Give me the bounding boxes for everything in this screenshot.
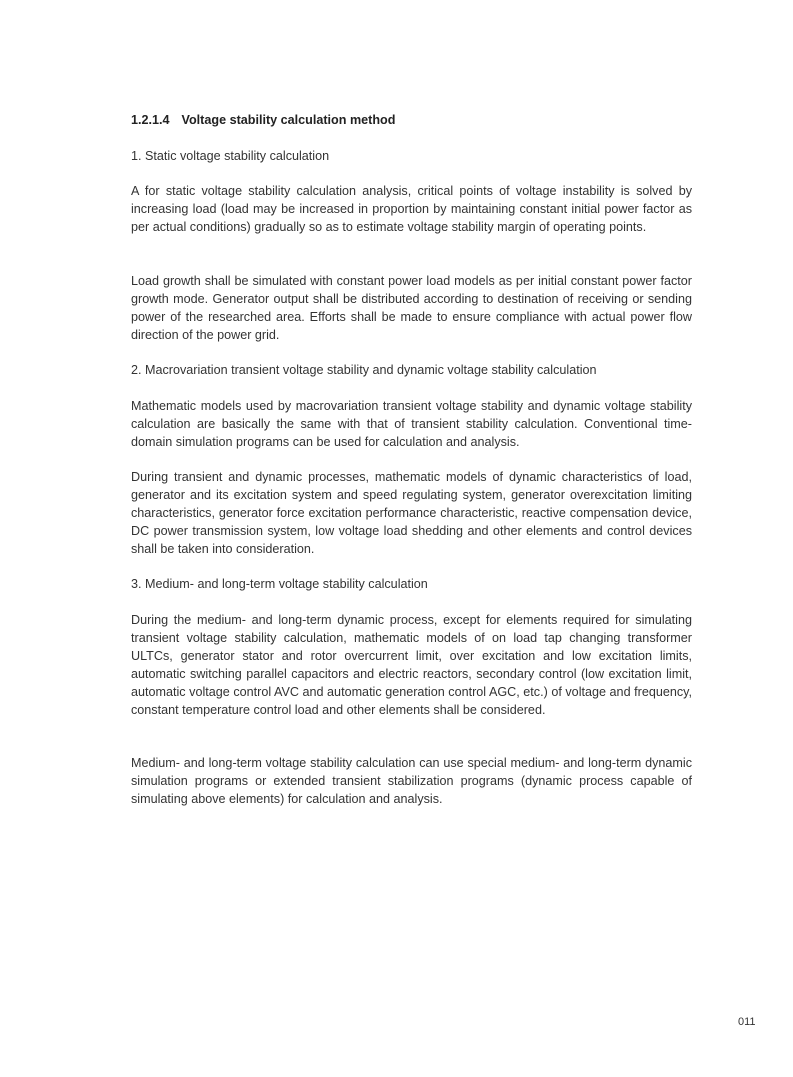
paragraph: A for static voltage stability calculation analysis, critical points of voltage instability is solved by increasing load (load may be increased in proportion by maintaining constant initial power factor as per actual conditions) gradually so as to estimate voltage stability margin of operating points.	[131, 184, 692, 234]
subsection-heading: 2. Macrovariation transient voltage stability and dynamic voltage stability calculation	[131, 363, 597, 377]
subsection-heading: 3. Medium- and long-term voltage stability calculation	[131, 577, 428, 591]
page-number: 011	[738, 1016, 756, 1028]
paragraph: During transient and dynamic processes, mathematic models of dynamic characteristics of load, generator and its excitation system and speed regulating system, generator overexcitation limiting characteristics, generator force excitation performance characteristic, reactive compensation device, DC power transmission system, low voltage load shedding and other elements and control devices shall be taken into consideration.	[131, 470, 692, 556]
section-heading	[131, 111, 692, 129]
paragraph: Load growth shall be simulated with constant power load models as per initial constant power factor growth mode. Generator output shall be distributed according to destination of receiving or sending power of the researched area. Efforts shall be made to ensure compliance with actual power flow direction of the power grid.	[131, 274, 692, 342]
paragraph: Mathematic models used by macrovariation transient voltage stability and dynamic voltage stability calculation are basically the same with that of transient stability calculation. Conventional time-domain simulation programs can be used for calculation and analysis.	[131, 399, 692, 449]
paragraph: During the medium- and long-term dynamic process, except for elements required for simulating transient voltage stability calculation, mathematic models of on load tap changing transformer ULTCs, generator stator and rotor overcurrent limit, over excitation and low excitation limits, automatic switching parallel capacitors and electric reactors, secondary control (low excitation limit, automatic voltage control AVC and automatic generation control AGC, etc.) of voltage and frequency, constant temperature control load and other elements shall be considered.	[131, 613, 692, 717]
section-number: 1.2.1.4	[131, 113, 170, 127]
section-title: Voltage stability calculation method	[181, 113, 396, 127]
subsection-heading: 1. Static voltage stability calculation	[131, 149, 330, 163]
paragraph: Medium- and long-term voltage stability calculation can use special medium- and long-term dynamic simulation programs or extended transient stabilization programs (dynamic process capable of simulating above elements) for calculation and analysis.	[131, 756, 692, 806]
